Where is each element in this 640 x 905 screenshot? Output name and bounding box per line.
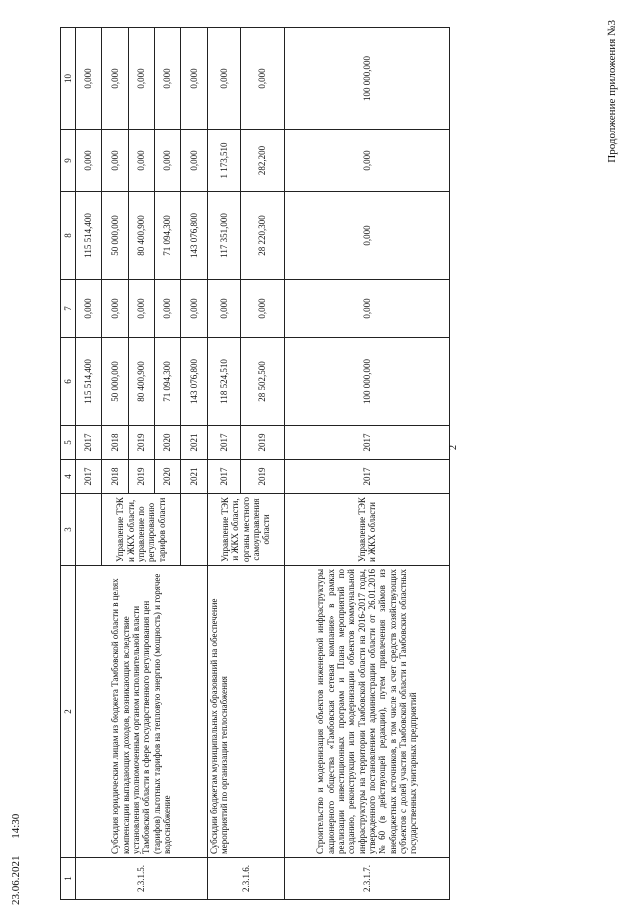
col-header: 3 [61,494,76,566]
row-number: 2.3.1.7. [284,858,449,900]
cell: 115 514,400 [75,338,101,426]
cell: 143 076,800 [181,192,207,280]
table-row [75,28,101,900]
col-header: 9 [61,130,76,192]
col-header: 7 [61,280,76,338]
cell: 0,000 [154,130,180,192]
cell: 2020 [154,460,180,494]
row-number: 2.3.1.5. [75,858,207,900]
row-description: Субсидии бюджетам муниципальных образований на обеспечение мероприятий по организации теплоснабжения [207,566,284,858]
header-row [61,28,76,900]
footer-date: 23.06.2021 [10,855,22,905]
cell: 117 351,000 [207,192,240,280]
row-description: Субсидия юридическим лицам из бюджета Тамбовской области в целях компенсации выпадающих доходов, возникающих вследствие установления уполномоченным органом исполнительной власти Тамбовской области в сфере государственного регулирования цен (тарифов) льготных тарифов на тепловую энергию (мощность) и горячее водоснабжение [75,566,207,858]
table-row [207,28,240,900]
col-header: 6 [61,338,76,426]
cell: 0,000 [240,280,284,338]
col-header: 4 [61,460,76,494]
cell: 71 094,300 [154,338,180,426]
cell: 2021 [181,460,207,494]
cell: 1 173,510 [207,130,240,192]
cell: 0,000 [284,130,449,192]
cell: 0,000 [284,280,449,338]
executor-cell: Управление ТЭК и ЖКХ области, управление по регулированию тарифов области [102,494,181,566]
cell: 0,000 [75,280,101,338]
cell: 143 076,800 [181,338,207,426]
cell: 0,000 [128,28,154,130]
col-header: 5 [61,426,76,460]
row-description: Строительство и модернизация объектов инженерной инфраструктуры акционерного общества «Тамбовская сетевая компания» в рамках реализации инвестиционных программ и Плана мероприятий по созданию, реконструкции или модернизации объектов коммунальной инфраструктуры на территории Тамбовской области на 2016-2017 годы, утвержденного постановлением администрации области от 26.01.2016 №60 (в действующей редакции), путем привлечения займов из внебюджетных источников, в том числе за счет средств хозяйствующих субъектов с долей участия Тамбовской области и Тамбовских областных государственных унитарных предприятий [284,566,449,858]
cell: 2017 [207,426,240,460]
cell: 2017 [75,426,101,460]
cell: 0,000 [240,28,284,130]
cell: 0,000 [284,192,449,280]
cell: 28 220,300 [240,192,284,280]
table-row [284,28,449,900]
cell: 0,000 [128,130,154,192]
cell: 0,000 [102,28,128,130]
cell: 2020 [154,426,180,460]
cell: 0,000 [102,280,128,338]
cell: 80 400,900 [128,338,154,426]
cell: 0,000 [207,280,240,338]
cell: 115 514,400 [75,192,101,280]
cell: 0,000 [181,280,207,338]
col-header: 8 [61,192,76,280]
executor-cell [181,494,207,566]
cell: 50 000,000 [102,338,128,426]
cell: 0,000 [75,28,101,130]
cell: 2019 [240,426,284,460]
col-header: 1 [61,858,76,900]
col-header: 10 [61,28,76,130]
footer-time: 14:30 [10,813,22,839]
cell: 0,000 [102,130,128,192]
cell: 28 502,500 [240,338,284,426]
cell: 0,000 [128,280,154,338]
col-header: 2 [61,566,76,858]
cell: 2017 [284,460,449,494]
cell: 80 400,900 [128,192,154,280]
cell: 0,000 [154,280,180,338]
cell: 2019 [128,426,154,460]
cell: 100 000,000 [284,338,449,426]
cell: 71 094,300 [154,192,180,280]
cell: 0,000 [181,28,207,130]
cell: 2017 [75,460,101,494]
row-number: 2.3.1.6. [207,858,284,900]
cell: 50 000,000 [102,192,128,280]
cell: 0,000 [181,130,207,192]
cell: 2018 [102,460,128,494]
executor-cell: Управление ТЭК и ЖКХ области, органы местного самоуправления области [207,494,284,566]
table-wrapper [60,28,450,900]
cell: 0,000 [207,28,240,130]
cell: 282,200 [240,130,284,192]
cell: 2017 [284,426,449,460]
cell: 2019 [128,460,154,494]
program-table [60,27,450,900]
cell: 2018 [102,426,128,460]
cell: 100 000,000 [284,28,449,130]
cell: 2017 [207,460,240,494]
page-number: 2 [448,445,459,450]
executor-cell: Управление ТЭК и ЖКХ области [284,494,449,566]
cell: 2021 [181,426,207,460]
executor-cell [75,494,101,566]
cell: 2019 [240,460,284,494]
continuation-label: Продолжение приложения №3 [606,20,618,163]
cell: 0,000 [154,28,180,130]
cell: 0,000 [75,130,101,192]
cell: 118 524,510 [207,338,240,426]
